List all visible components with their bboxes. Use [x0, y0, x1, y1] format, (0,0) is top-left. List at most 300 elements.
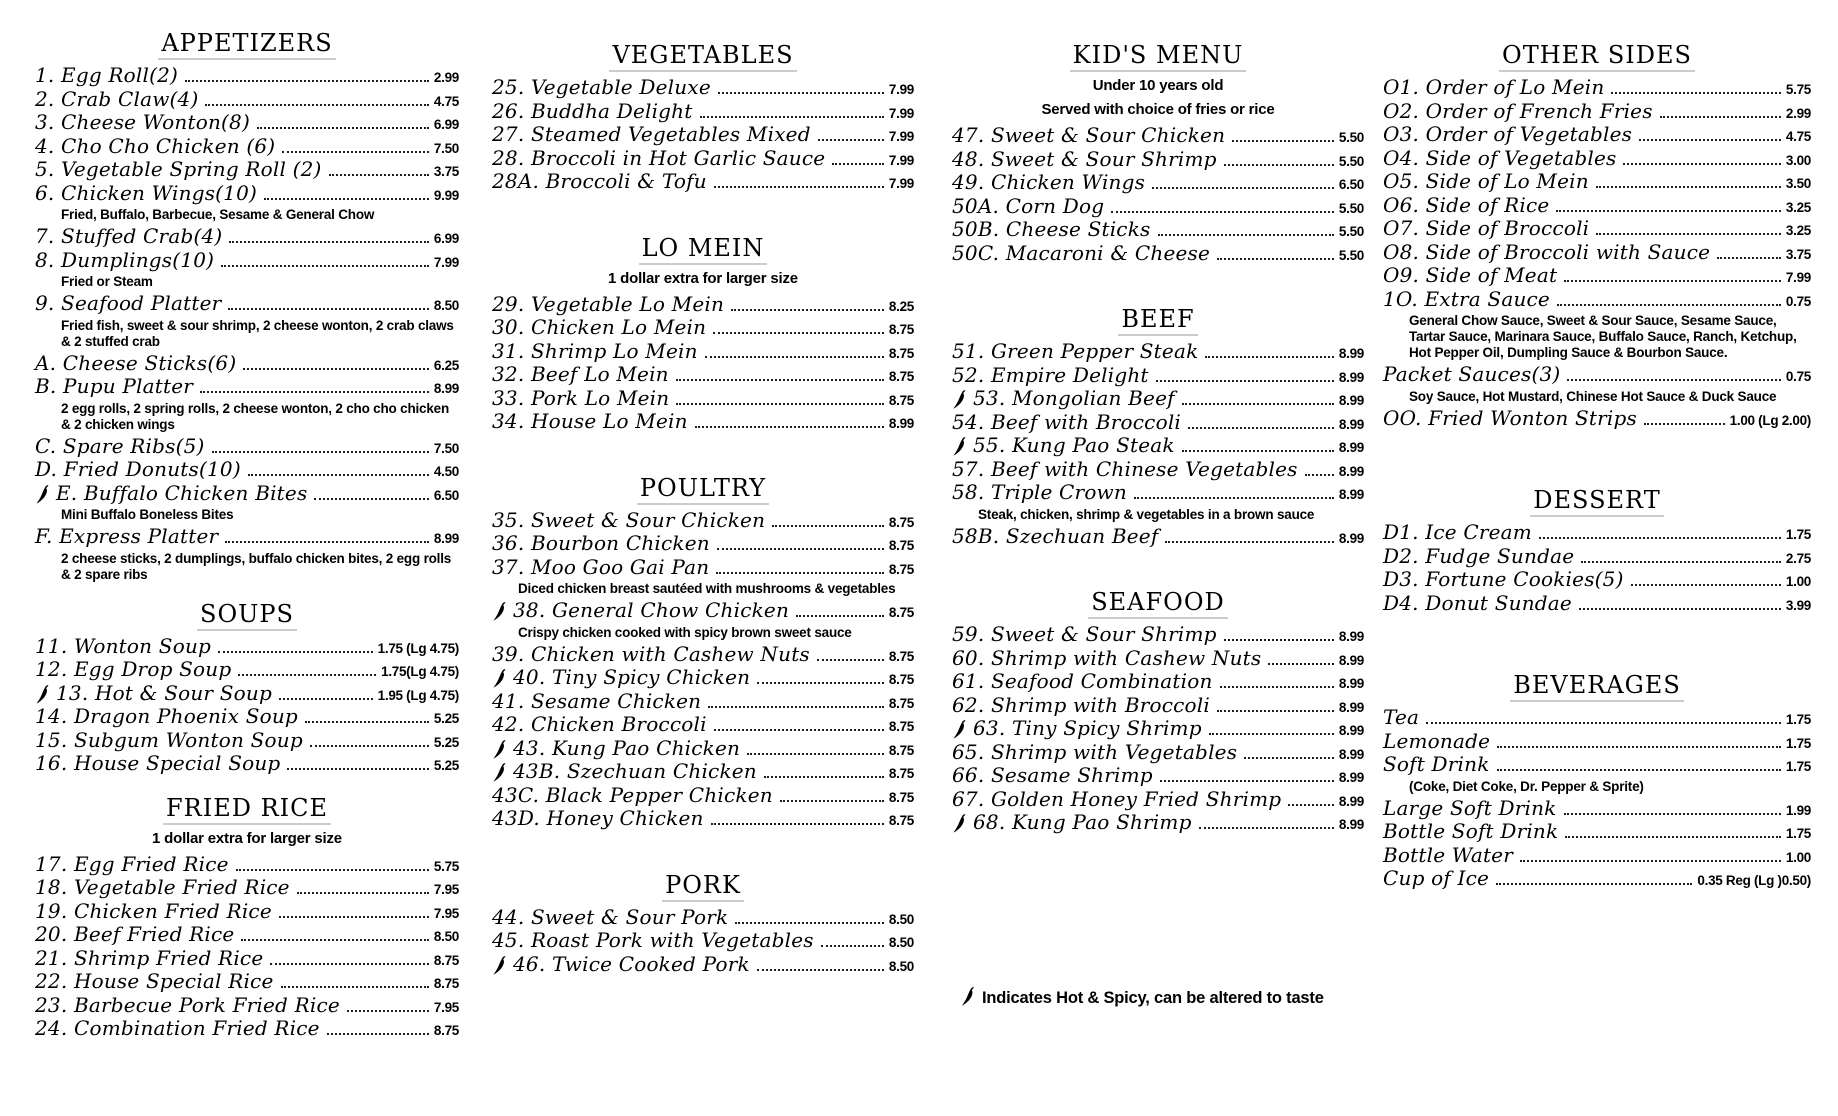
item-price: 8.75: [888, 561, 914, 577]
menu-item: [1383, 543, 1811, 570]
dot-leader: [1581, 561, 1781, 563]
item-name: 12. Egg Drop Soup: [35, 657, 232, 681]
menu-item: [492, 291, 914, 318]
section-title: [492, 235, 914, 261]
menu-section-pork: [492, 872, 914, 978]
item-price: 8.75: [888, 789, 914, 805]
dot-leader: [1232, 140, 1334, 142]
spicy-legend-text: Indicates Hot & Spicy, can be altered to taste: [982, 989, 1324, 1007]
dot-leader: [347, 1010, 429, 1012]
item-name: 7. Stuffed Crab(4): [35, 224, 223, 248]
dot-leader: [1717, 257, 1781, 259]
dot-leader: [1631, 584, 1781, 586]
item-price: 8.99: [433, 531, 459, 546]
dot-leader: [1623, 163, 1780, 165]
menu-item: [1383, 728, 1811, 755]
dot-leader: [218, 651, 373, 653]
dot-leader: [1660, 116, 1781, 118]
item-name: 60. Shrimp with Cashew Nuts: [952, 645, 1262, 670]
section-title: [952, 306, 1364, 332]
dot-leader: [1205, 356, 1334, 358]
dot-leader: [1564, 813, 1781, 815]
dot-leader: [1199, 827, 1334, 829]
item-name: O7. Side of Broccoli: [1383, 216, 1590, 240]
dot-leader: [282, 151, 429, 153]
item-name: 66. Sesame Shrimp: [952, 763, 1153, 787]
dot-leader: [287, 768, 428, 770]
menu-item: [35, 680, 459, 707]
menu-section-kid-s-menu: [952, 42, 1364, 266]
menu-item: [492, 714, 914, 738]
item-name: 5. Vegetable Spring Roll (2): [35, 157, 322, 181]
menu-item: [35, 924, 459, 948]
item-price: 7.99: [888, 176, 914, 191]
menu-item: [492, 507, 914, 534]
menu-item: [952, 718, 1364, 742]
item-price: 8.99: [1338, 530, 1364, 546]
menu-item: [952, 388, 1364, 412]
menu-section-vegetables: [492, 42, 914, 195]
menu-item: [1383, 754, 1811, 778]
item-name: 1O. Extra Sauce: [1383, 286, 1550, 311]
item-price: 1.75 (Lg 4.75): [377, 640, 459, 656]
dot-leader: [1156, 380, 1334, 382]
dot-leader: [1556, 210, 1780, 212]
item-price: 1.95 (Lg 4.75): [377, 687, 459, 703]
item-desc: Crispy chicken cooked with spicy brown sweet sauce: [518, 624, 852, 640]
dot-leader: [714, 729, 884, 731]
item-price: 8.75: [433, 976, 459, 991]
item-name: 1. Egg Roll(2): [35, 63, 179, 87]
menu-item: [35, 480, 459, 507]
hot-spicy-pepper-icon: [952, 719, 967, 739]
dot-leader: [705, 356, 884, 358]
section-title-text: BEVERAGES: [1510, 671, 1684, 702]
dot-leader: [1497, 769, 1781, 771]
dot-leader: [1165, 541, 1333, 543]
menu-item: [952, 786, 1364, 813]
menu-item: [952, 692, 1364, 719]
menu-item: [492, 124, 914, 148]
item-price: 1.75: [1785, 826, 1811, 841]
item-price: 7.99: [888, 105, 914, 121]
dot-leader: [1426, 722, 1781, 724]
dot-leader: [1268, 663, 1334, 665]
item-name: Lemonade: [1383, 728, 1491, 753]
item-price: 8.75: [888, 538, 914, 553]
item-name: 15. Subgum Wonton Soup: [35, 727, 303, 752]
item-name: 54. Beef with Broccoli: [952, 409, 1182, 434]
menu-item: [492, 77, 914, 101]
dot-leader: [1497, 746, 1781, 748]
menu-section-lo-mein: [492, 235, 914, 435]
item-name: O6. Side of Rice: [1383, 192, 1550, 217]
item-name: 39. Chicken with Cashew Nuts: [492, 641, 810, 666]
item-name: 38. General Chow Chicken: [513, 598, 790, 622]
item-price: 8.75: [888, 369, 914, 384]
dot-leader: [205, 104, 428, 106]
item-name: 36. Bourbon Chicken: [492, 531, 710, 555]
item-price: 0.35 Reg (Lg )0.50): [1697, 873, 1811, 888]
section-title: [1383, 487, 1811, 513]
dot-leader: [818, 139, 884, 141]
item-price: 6.99: [433, 231, 459, 246]
item-name: Packet Sauces(3): [1383, 362, 1561, 386]
item-name: O5. Side of Lo Mein: [1383, 169, 1589, 193]
dot-leader: [329, 174, 429, 176]
item-price: 5.50: [1338, 247, 1364, 263]
menu-item: [35, 247, 459, 274]
item-price: 4.75: [433, 93, 459, 109]
section-title-text: LO MEIN: [639, 234, 768, 265]
menu-item: [952, 482, 1364, 506]
item-price: 8.99: [1338, 746, 1364, 762]
item-name: 37. Moo Goo Gai Pan: [492, 554, 710, 579]
dot-leader: [1288, 804, 1334, 806]
menu-item: [1383, 522, 1811, 546]
section-title: [492, 42, 914, 68]
dot-leader: [1160, 780, 1334, 782]
section-title-text: KID'S MENU: [1070, 41, 1247, 72]
menu-item: [492, 904, 914, 931]
item-name: 58. Triple Crown: [952, 480, 1127, 504]
menu-item: [1383, 590, 1811, 617]
dot-leader: [796, 615, 884, 617]
dot-leader: [310, 745, 429, 747]
menu-item: [1383, 868, 1811, 892]
hot-spicy-pepper-icon: [492, 739, 507, 759]
item-name: 43B. Szechuan Chicken: [513, 759, 757, 783]
item-price: 3.00: [1785, 152, 1811, 168]
item-price: 5.50: [1338, 200, 1364, 216]
section-title-text: FRIED RICE: [163, 794, 331, 825]
menu-column: [35, 30, 459, 1042]
item-price: 3.25: [1785, 223, 1811, 238]
item-name: F. Express Platter: [35, 524, 219, 548]
dot-leader: [718, 92, 884, 94]
menu-section-dessert: [1383, 487, 1811, 616]
item-desc: Fried or Steam: [61, 274, 153, 289]
menu-item: [35, 727, 459, 754]
menu-item: [1383, 77, 1811, 101]
hot-spicy-pepper-icon: [492, 668, 507, 688]
item-name: OO. Fried Wonton Strips: [1383, 405, 1637, 430]
item-price: 1.00 (Lg 2.00): [1729, 412, 1811, 428]
hot-spicy-pepper-icon: [492, 601, 507, 621]
item-price: 8.75: [888, 766, 914, 781]
section-note: 1 dollar extra for larger size: [608, 269, 798, 287]
dot-leader: [185, 80, 429, 82]
item-price: 8.75: [888, 322, 914, 337]
dot-leader: [716, 572, 884, 574]
item-price: 8.99: [1338, 393, 1364, 408]
item-price: 8.99: [1338, 629, 1364, 644]
dot-leader: [1134, 497, 1334, 499]
menu-item: [1383, 821, 1811, 845]
item-price: 7.99: [433, 254, 459, 270]
dot-leader: [1244, 757, 1334, 759]
section-note: Served with choice of fries or rice: [1041, 101, 1275, 118]
dot-leader: [229, 241, 429, 243]
menu-item: [1383, 707, 1811, 731]
item-name: 23. Barbecue Pork Fried Rice: [35, 992, 340, 1017]
item-price: 8.99: [1338, 723, 1364, 738]
menu-item: [1383, 569, 1811, 593]
item-name: C. Spare Ribs(5): [35, 433, 205, 458]
menu-section-seafood: [952, 589, 1364, 836]
item-name: E. Buffalo Chicken Bites: [56, 480, 308, 505]
menu-item: [952, 193, 1364, 220]
menu-item: [952, 456, 1364, 483]
item-price: 1.75: [1785, 735, 1811, 751]
item-price: 8.50: [888, 911, 914, 927]
menu-section-soups: [35, 601, 459, 777]
menu-item: [952, 219, 1364, 243]
menu-item: [35, 293, 459, 317]
section-title: [1383, 42, 1811, 68]
item-price: 8.99: [888, 416, 914, 431]
item-name: 26. Buddha Delight: [492, 98, 693, 123]
dot-leader: [1496, 883, 1692, 885]
item-name: 49. Chicken Wings: [952, 170, 1146, 194]
item-price: 5.25: [433, 711, 459, 726]
dot-leader: [1565, 836, 1781, 838]
item-name: O9. Side of Meat: [1383, 263, 1558, 287]
item-price: 1.75: [1785, 527, 1811, 542]
menu-column: [492, 42, 914, 977]
menu-item: [1383, 124, 1811, 148]
item-name: Bottle Soft Drink: [1383, 819, 1559, 843]
item-price: 7.50: [433, 440, 459, 456]
menu-item: [35, 459, 459, 483]
section-note: 1 dollar extra for larger size: [152, 829, 342, 847]
section-note: Under 10 years old: [1092, 77, 1224, 94]
dot-leader: [1182, 403, 1334, 405]
dot-leader: [1188, 427, 1334, 429]
item-name: 2. Crab Claw(4): [35, 86, 199, 111]
menu-item: [1383, 286, 1811, 313]
item-price: 8.99: [1338, 487, 1364, 502]
item-price: 3.99: [1785, 597, 1811, 613]
item-price: 8.75: [888, 345, 914, 361]
hot-spicy-pepper-icon: [492, 955, 507, 975]
item-price: 3.50: [1785, 176, 1811, 191]
item-price: 8.75: [888, 392, 914, 408]
dot-leader: [1579, 608, 1781, 610]
menu-item: [952, 146, 1364, 173]
menu-item: [952, 671, 1364, 695]
dot-leader: [248, 474, 429, 476]
item-name: 6. Chicken Wings(10): [35, 180, 258, 205]
item-name: 58B. Szechuan Beef: [952, 523, 1159, 548]
menu-item: [35, 706, 459, 730]
item-price: 1.99: [1785, 802, 1811, 818]
item-name: 63. Tiny Spicy Shrimp: [973, 716, 1202, 740]
item-name: O1. Order of Lo Mein: [1383, 75, 1605, 99]
menu-item: [492, 808, 914, 832]
item-name: 34. House Lo Mein: [492, 409, 688, 433]
item-price: 3.25: [1785, 199, 1811, 215]
section-title: [952, 42, 1364, 68]
item-price: 7.99: [888, 82, 914, 97]
dot-leader: [225, 541, 429, 543]
dot-leader: [212, 451, 429, 453]
dot-leader: [1220, 686, 1334, 688]
menu-item: [952, 645, 1364, 672]
item-name: 32. Beef Lo Mein: [492, 362, 669, 386]
item-price: 5.50: [1338, 224, 1364, 239]
item-price: 4.75: [1785, 129, 1811, 144]
dot-leader: [747, 753, 884, 755]
item-name: O8. Side of Broccoli with Sauce: [1383, 239, 1711, 264]
dot-leader: [297, 892, 429, 894]
item-price: 8.75: [888, 672, 914, 687]
item-name: 9. Seafood Platter: [35, 291, 222, 315]
menu-item: [35, 526, 459, 550]
menu-item: [492, 688, 914, 715]
item-name: B. Pupu Platter: [35, 374, 194, 398]
section-title-text: OTHER SIDES: [1499, 41, 1695, 72]
menu-item: [35, 1018, 459, 1042]
menu-item: [492, 761, 914, 785]
item-price: 6.50: [433, 487, 459, 503]
item-price: 7.99: [888, 152, 914, 168]
item-name: 55. Kung Pao Steak: [973, 433, 1175, 457]
item-name: Cup of Ice: [1383, 866, 1490, 890]
dot-leader: [279, 916, 429, 918]
item-name: 30. Chicken Lo Mein: [492, 315, 707, 339]
item-price: 8.99: [1338, 440, 1364, 455]
item-name: 27. Steamed Vegetables Mixed: [492, 122, 811, 146]
item-price: 8.75: [888, 605, 914, 620]
item-price: 1.75(Lg 4.75): [381, 664, 459, 679]
dot-leader: [238, 674, 376, 676]
item-name: 20. Beef Fried Rice: [35, 922, 235, 946]
item-name: 43. Kung Pao Chicken: [513, 735, 741, 760]
dot-leader: [1182, 450, 1334, 452]
menu-item: [952, 409, 1364, 436]
menu-item: [35, 659, 459, 683]
dot-leader: [1111, 211, 1334, 213]
item-price: 8.75: [433, 952, 459, 968]
menu-item: [35, 633, 459, 660]
hot-spicy-pepper-icon: [952, 436, 967, 456]
dot-leader: [832, 163, 884, 165]
dot-leader: [1152, 187, 1334, 189]
menu-item: [952, 624, 1364, 648]
item-desc: Mini Buffalo Boneless Bites: [61, 507, 234, 522]
item-price: 5.25: [433, 734, 459, 750]
item-name: 41. Sesame Chicken: [492, 688, 702, 713]
dot-leader: [314, 498, 429, 500]
item-name: 42. Chicken Broccoli: [492, 712, 707, 736]
item-price: 7.99: [1785, 270, 1811, 285]
menu-item: [1383, 239, 1811, 266]
item-price: 8.50: [888, 935, 914, 950]
dot-leader: [695, 426, 884, 428]
dot-leader: [817, 659, 884, 661]
item-price: 8.99: [1338, 793, 1364, 809]
dot-leader: [1567, 379, 1781, 381]
menu-item: [952, 812, 1364, 836]
item-name: 50B. Cheese Sticks: [952, 217, 1151, 241]
dot-leader: [1224, 639, 1334, 641]
dot-leader: [281, 986, 429, 988]
item-name: 46. Twice Cooked Pork: [513, 951, 750, 976]
item-price: 8.99: [433, 381, 459, 396]
item-price: 8.75: [888, 813, 914, 828]
section-title: [35, 795, 459, 821]
item-price: 5.75: [433, 858, 459, 874]
menu-column: [1383, 42, 1811, 892]
dot-leader: [1305, 474, 1334, 476]
item-price: 1.00: [1785, 849, 1811, 865]
item-price: 5.25: [433, 758, 459, 773]
dot-leader: [200, 391, 429, 393]
item-name: Soft Drink: [1383, 752, 1490, 776]
item-price: 8.99: [1338, 817, 1364, 832]
menu-item: [35, 945, 459, 972]
item-price: 1.00: [1785, 574, 1811, 589]
item-name: 47. Sweet & Sour Chicken: [952, 123, 1226, 147]
hot-spicy-pepper-icon: [952, 389, 967, 409]
item-price: 8.75: [888, 514, 914, 530]
item-name: 13. Hot & Sour Soup: [56, 680, 272, 705]
hot-spicy-pepper-icon: [961, 986, 975, 1006]
dot-leader: [236, 869, 429, 871]
item-price: 6.99: [433, 117, 459, 132]
menu-item: [492, 145, 914, 172]
section-title: [1383, 672, 1811, 698]
section-title: [492, 872, 914, 898]
menu-item: [492, 735, 914, 762]
item-price: 2.99: [433, 70, 459, 85]
menu-item: [492, 951, 914, 978]
item-price: 9.99: [433, 187, 459, 203]
item-price: 7.99: [888, 129, 914, 144]
item-name: 50C. Macaroni & Cheese: [952, 240, 1211, 265]
dot-leader: [1520, 860, 1781, 862]
item-name: O3. Order of Vegetables: [1383, 122, 1633, 146]
item-price: 8.99: [1338, 652, 1364, 668]
item-name: O2. Order of French Fries: [1383, 98, 1653, 123]
item-price: 3.75: [433, 164, 459, 179]
menu-column: [952, 42, 1364, 836]
item-price: 8.99: [1338, 346, 1364, 361]
hot-spicy-pepper-icon: [492, 762, 507, 782]
item-desc: Diced chicken breast sautéed with mushrooms & vegetables: [518, 581, 896, 596]
dot-leader: [821, 945, 884, 947]
menu-item: [1383, 171, 1811, 195]
item-price: 8.50: [433, 929, 459, 944]
menu-item: [1383, 795, 1811, 822]
item-name: Bottle Water: [1383, 842, 1513, 867]
item-price: 4.50: [433, 464, 459, 479]
dot-leader: [717, 548, 884, 550]
dot-leader: [1557, 304, 1781, 306]
menu-item: [492, 641, 914, 668]
menu-item: [952, 739, 1364, 766]
dot-leader: [1611, 92, 1781, 94]
item-price: 8.75: [888, 648, 914, 664]
dot-leader: [1209, 733, 1334, 735]
item-price: 7.95: [433, 905, 459, 921]
dot-leader: [764, 776, 884, 778]
menu-item: [1383, 265, 1811, 289]
item-price: 7.95: [433, 882, 459, 897]
item-price: 8.25: [888, 298, 914, 314]
menu-item: [35, 376, 459, 400]
